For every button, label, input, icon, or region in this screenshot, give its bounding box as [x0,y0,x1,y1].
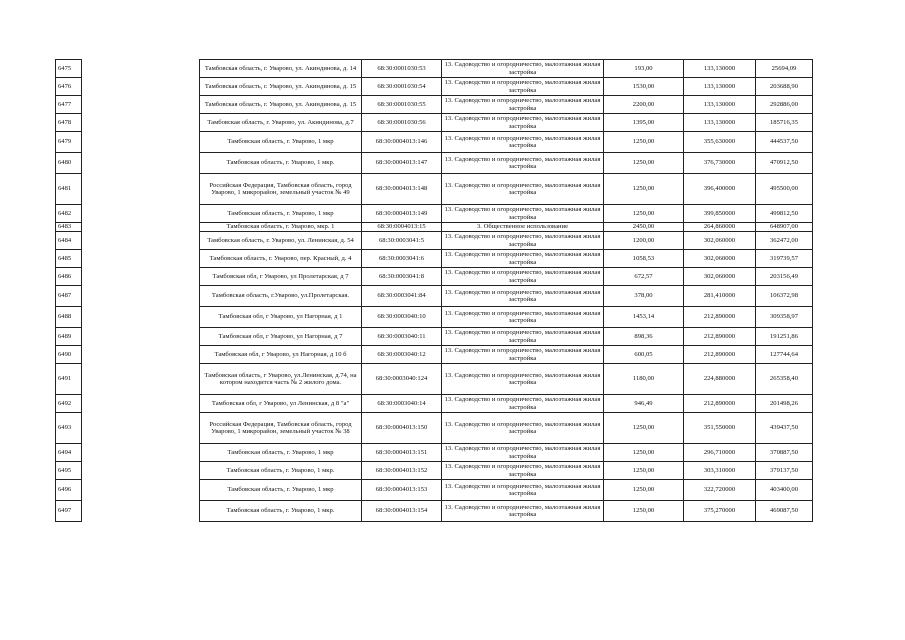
cadastral-value: 265358,40 [756,364,813,395]
land-use-type: 13. Садоводство и огородничество, малоэтажная жилая застройка [442,480,604,501]
address-cell: Тамбовская область, г. Уварово, пер. Красный, д. 4 [200,250,362,268]
row-number: 6480 [56,153,82,174]
table-row [56,395,813,413]
area-value: 946,49 [604,395,684,413]
address-cell: Тамбовская область, г Уварово, ул.Ленинская, д.74, на котором находится часть № 2 жилого дома. [200,364,362,395]
table-row [56,96,813,114]
area-value: 1180,00 [604,364,684,395]
specific-value: 396,400000 [684,174,756,205]
cadastral-value: 470912,50 [756,153,813,174]
table-row [56,346,813,364]
cadastral-number: 68:30:0001030:53 [362,60,442,78]
spacer [82,205,200,223]
spacer [82,96,200,114]
cadastral-number: 68:30:0004013:147 [362,153,442,174]
address-cell: Тамбовская область, г. Уварово, мкр. 1 [200,223,362,232]
area-value: 898,36 [604,328,684,346]
specific-value: 355,630000 [684,132,756,153]
specific-value: 133,130000 [684,96,756,114]
cadastral-number: 68:30:0003040:12 [362,346,442,364]
specific-value: 322,720000 [684,480,756,501]
row-number: 6481 [56,174,82,205]
spacer [82,462,200,480]
area-value: 1250,00 [604,501,684,522]
specific-value: 351,550000 [684,413,756,444]
row-number: 6489 [56,328,82,346]
row-number: 6493 [56,413,82,444]
table-row [56,462,813,480]
address-cell: Тамбовская область, г. Уварово, ул. Акиндинова, д.7 [200,114,362,132]
cadastral-number: 68:30:0004013:149 [362,205,442,223]
row-number: 6491 [56,364,82,395]
spacer [82,286,200,307]
area-value: 1250,00 [604,132,684,153]
area-value: 672,57 [604,268,684,286]
spacer [82,174,200,205]
cadastral-value: 319739,57 [756,250,813,268]
table-body [56,60,813,522]
table-row [56,60,813,78]
address-cell: Тамбовская область, г. Уварово, 1 мкр [200,205,362,223]
row-number: 6484 [56,232,82,250]
cadastral-value: 648907,00 [756,223,813,232]
address-cell: Тамбовская область, г. Уварово, 1 мкр [200,132,362,153]
table-row [56,114,813,132]
row-number: 6492 [56,395,82,413]
land-valuation-table [55,59,813,522]
spacer [82,114,200,132]
cadastral-number: 68:30:0004013:153 [362,480,442,501]
land-use-type: 13. Садоводство и огородничество, малоэтажная жилая застройка [442,328,604,346]
specific-value: 264,860000 [684,223,756,232]
table-row [56,250,813,268]
address-cell: Тамбовская область, г. Уварово, 1 мкр. [200,153,362,174]
land-use-type: 13. Садоводство и огородничество, малоэтажная жилая застройка [442,60,604,78]
spacer [82,501,200,522]
table-row [56,286,813,307]
land-use-type: 13. Садоводство и огородничество, малоэтажная жилая застройка [442,78,604,96]
table-row [56,501,813,522]
table-row [56,174,813,205]
cadastral-value: 201498,26 [756,395,813,413]
land-use-type: 13. Садоводство и огородничество, малоэтажная жилая застройка [442,413,604,444]
area-value: 1200,00 [604,232,684,250]
cadastral-number: 68:30:0003040:14 [362,395,442,413]
specific-value: 296,710000 [684,444,756,462]
area-value: 1250,00 [604,444,684,462]
land-use-type: 13. Садоводство и огородничество, малоэтажная жилая застройка [442,96,604,114]
cadastral-value: 106372,98 [756,286,813,307]
area-value: 193,00 [604,60,684,78]
land-use-type: 13. Садоводство и огородничество, малоэтажная жилая застройка [442,232,604,250]
specific-value: 302,060000 [684,232,756,250]
address-cell: Тамбовская область, г.Уварово, ул.Пролетарская. [200,286,362,307]
cadastral-number: 68:30:0001030:56 [362,114,442,132]
cadastral-number: 68:30:0003041:5 [362,232,442,250]
cadastral-number: 68:30:0001030:54 [362,78,442,96]
spacer [82,60,200,78]
land-use-type: 13. Садоводство и огородничество, малоэтажная жилая застройка [442,268,604,286]
row-number: 6476 [56,78,82,96]
land-use-type: 3. Общественное использование [442,223,604,232]
cadastral-value: 127744,64 [756,346,813,364]
cadastral-value: 309358,97 [756,307,813,328]
table-row [56,328,813,346]
specific-value: 133,130000 [684,78,756,96]
spacer [82,250,200,268]
cadastral-number: 68:30:0004013:154 [362,501,442,522]
spacer [82,232,200,250]
specific-value: 212,890000 [684,307,756,328]
cadastral-value: 292886,00 [756,96,813,114]
cadastral-number: 68:30:0004013:151 [362,444,442,462]
table-row [56,413,813,444]
area-value: 1250,00 [604,462,684,480]
cadastral-value: 495500,00 [756,174,813,205]
cadastral-number: 68:30:0004013:148 [362,174,442,205]
land-use-type: 13. Садоводство и огородничество, малоэтажная жилая застройка [442,462,604,480]
table-row [56,205,813,223]
spacer [82,223,200,232]
land-use-type: 13. Садоводство и огородничество, малоэтажная жилая застройка [442,286,604,307]
specific-value: 212,890000 [684,346,756,364]
table-row [56,444,813,462]
specific-value: 212,890000 [684,328,756,346]
area-value: 600,05 [604,346,684,364]
address-cell: Тамбовская область, г. Уварово, ул. Ленинская, д. 54 [200,232,362,250]
cadastral-number: 68:30:0003040:10 [362,307,442,328]
specific-value: 281,410000 [684,286,756,307]
spacer [82,268,200,286]
area-value: 1250,00 [604,413,684,444]
table-row [56,232,813,250]
area-value: 2450,00 [604,223,684,232]
area-value: 1250,00 [604,174,684,205]
land-use-type: 13. Садоводство и огородничество, малоэтажная жилая застройка [442,395,604,413]
address-cell: Российская Федерация, Тамбовская область, город Уварово, 1 микрорайон, земельный участок № 49 [200,174,362,205]
land-use-type: 13. Садоводство и огородничество, малоэтажная жилая застройка [442,444,604,462]
table-row [56,78,813,96]
cadastral-number: 68:30:0003040:11 [362,328,442,346]
specific-value: 376,730000 [684,153,756,174]
row-number: 6494 [56,444,82,462]
address-cell: Тамбовская обл, г Уварово, ул Нагорная, д 1 [200,307,362,328]
area-value: 1250,00 [604,205,684,223]
address-cell: Тамбовская обл, г Уварово, ул Пролетарская, д 7 [200,268,362,286]
table-row [56,132,813,153]
area-value: 1530,00 [604,78,684,96]
area-value: 378,00 [604,286,684,307]
spacer [82,328,200,346]
specific-value: 302,060000 [684,250,756,268]
specific-value: 224,880000 [684,364,756,395]
area-value: 1058,53 [604,250,684,268]
cadastral-value: 203688,90 [756,78,813,96]
land-use-type: 13. Садоводство и огородничество, малоэтажная жилая застройка [442,250,604,268]
address-cell: Тамбовская область, г. Уварово, ул. Акиндинова, д. 15 [200,78,362,96]
land-use-type: 13. Садоводство и огородничество, малоэтажная жилая застройка [442,346,604,364]
cadastral-number: 68:30:0004013:152 [362,462,442,480]
spacer [82,307,200,328]
spacer [82,413,200,444]
address-cell: Российская Федерация, Тамбовская область, город Уварово, 1 микрорайон, земельный участок № 38 [200,413,362,444]
land-use-type: 13. Садоводство и огородничество, малоэтажная жилая застройка [442,364,604,395]
address-cell: Тамбовская область, г. Уварово, 1 мкр. [200,501,362,522]
address-cell: Тамбовская обл, г Уварово, ул Нагорная, д 7 [200,328,362,346]
spacer [82,78,200,96]
land-use-type: 13. Садоводство и огородничество, малоэтажная жилая застройка [442,132,604,153]
address-cell: Тамбовская обл, г Уварово, ул Нагорная, д 10 б [200,346,362,364]
spacer [82,153,200,174]
table-row [56,364,813,395]
cadastral-number: 68:30:0004013:146 [362,132,442,153]
cadastral-number: 68:30:0001030:55 [362,96,442,114]
row-number: 6486 [56,268,82,286]
table-row [56,307,813,328]
cadastral-number: 68:30:0003040:124 [362,364,442,395]
specific-value: 303,310000 [684,462,756,480]
address-cell: Тамбовская область, г. Уварово, 1 мкр [200,444,362,462]
cadastral-value: 469087,50 [756,501,813,522]
row-number: 6475 [56,60,82,78]
area-value: 1395,00 [604,114,684,132]
cadastral-value: 439437,50 [756,413,813,444]
specific-value: 212,890000 [684,395,756,413]
area-value: 2200,00 [604,96,684,114]
land-use-type: 13. Садоводство и огородничество, малоэтажная жилая застройка [442,307,604,328]
cadastral-value: 403400,00 [756,480,813,501]
specific-value: 399,850000 [684,205,756,223]
specific-value: 375,270000 [684,501,756,522]
specific-value: 133,130000 [684,114,756,132]
land-use-type: 13. Садоводство и огородничество, малоэтажная жилая застройка [442,205,604,223]
row-number: 6482 [56,205,82,223]
land-use-type: 13. Садоводство и огородничество, малоэтажная жилая застройка [442,153,604,174]
cadastral-number: 68:30:0003041:6 [362,250,442,268]
address-cell: Тамбовская область, г. Уварово, ул. Акиндинова, д. 15 [200,96,362,114]
row-number: 6490 [56,346,82,364]
row-number: 6487 [56,286,82,307]
land-use-type: 13. Садоводство и огородничество, малоэтажная жилая застройка [442,174,604,205]
address-cell: Тамбовская область, г. Уварово, ул. Акиндинова, д. 14 [200,60,362,78]
area-value: 1250,00 [604,153,684,174]
spacer [82,364,200,395]
cadastral-value: 25694,09 [756,60,813,78]
land-use-type: 13. Садоводство и огородничество, малоэтажная жилая застройка [442,501,604,522]
spacer [82,132,200,153]
row-number: 6478 [56,114,82,132]
cadastral-value: 191251,86 [756,328,813,346]
cadastral-value: 185716,35 [756,114,813,132]
cadastral-value: 203156,49 [756,268,813,286]
row-number: 6497 [56,501,82,522]
spacer [82,346,200,364]
table-row [56,153,813,174]
cadastral-value: 362472,00 [756,232,813,250]
row-number: 6496 [56,480,82,501]
row-number: 6488 [56,307,82,328]
cadastral-number: 68:30:0003041:84 [362,286,442,307]
table-row [56,480,813,501]
address-cell: Тамбовская область, г. Уварово, 1 мкр. [200,462,362,480]
area-value: 1250,00 [604,480,684,501]
spacer [82,480,200,501]
cadastral-value: 444537,50 [756,132,813,153]
cadastral-number: 68:30:0003041:8 [362,268,442,286]
address-cell: Тамбовская обл, г Уварово, ул Ленинская, д 8 "а" [200,395,362,413]
table-row [56,268,813,286]
cadastral-value: 370887,50 [756,444,813,462]
cadastral-number: 68:30:0004013:15 [362,223,442,232]
row-number: 6477 [56,96,82,114]
row-number: 6479 [56,132,82,153]
land-use-type: 13. Садоводство и огородничество, малоэтажная жилая застройка [442,114,604,132]
area-value: 1453,14 [604,307,684,328]
address-cell: Тамбовская область, г. Уварово, 1 мкр [200,480,362,501]
table-row [56,223,813,232]
cadastral-value: 499812,50 [756,205,813,223]
cadastral-number: 68:30:0004013:150 [362,413,442,444]
spacer [82,444,200,462]
specific-value: 133,130000 [684,60,756,78]
cadastral-value: 379137,50 [756,462,813,480]
specific-value: 302,060000 [684,268,756,286]
row-number: 6485 [56,250,82,268]
spacer [82,395,200,413]
row-number: 6495 [56,462,82,480]
row-number: 6483 [56,223,82,232]
